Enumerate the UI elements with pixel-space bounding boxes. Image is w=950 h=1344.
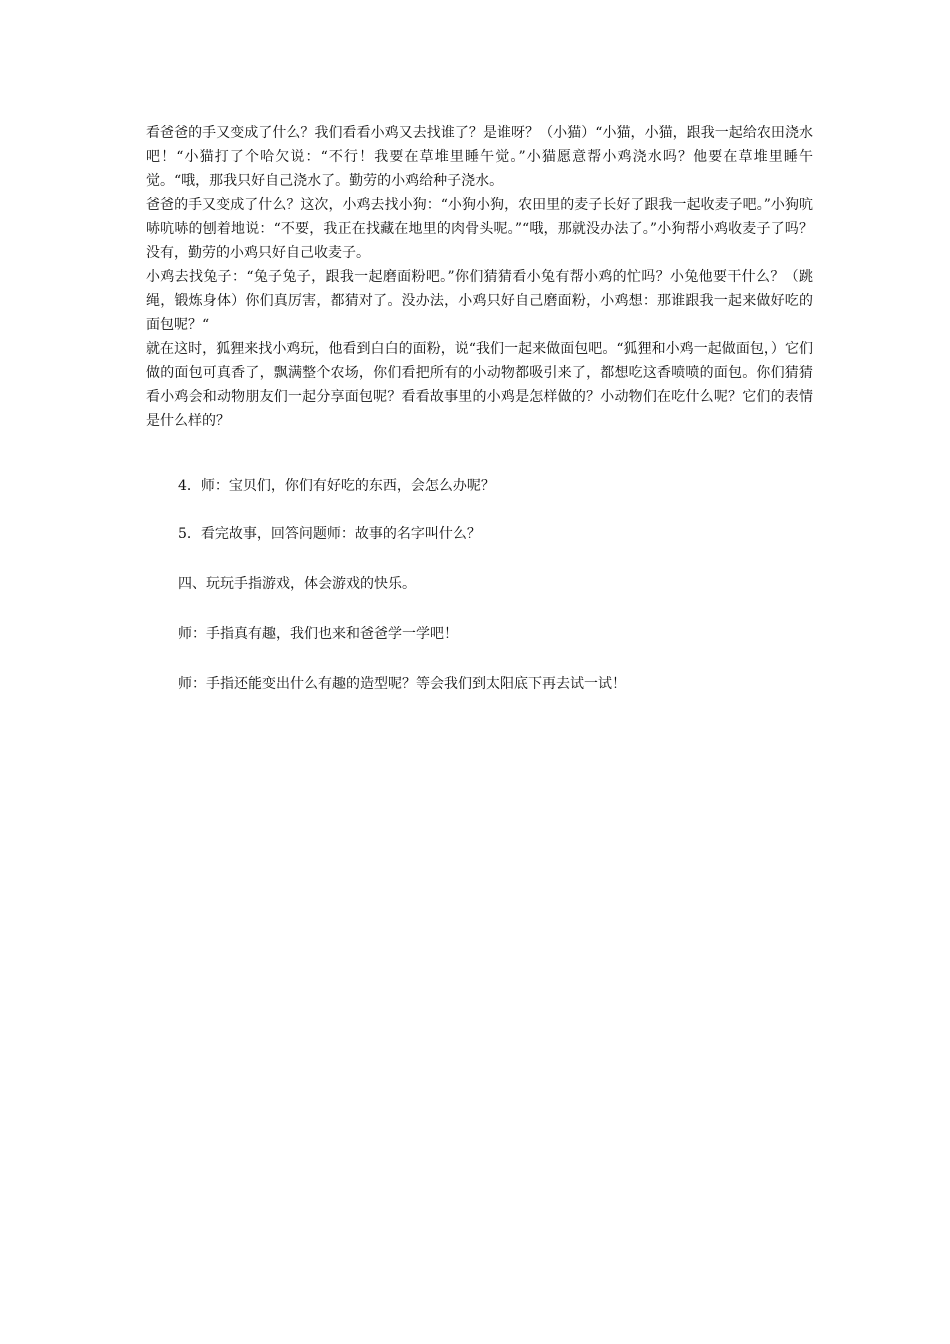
story-paragraph-1: 看爸爸的手又变成了什么？我们看看小鸡又去找谁了？是谁呀？（小猫）“小猫，小猫，跟我一起给农田浇水吧！“小猫打了个哈欠说：“不行！我要在草堆里睡午觉。”小猫愿意帮小鸡浇水吗？他要在草堆里睡午觉。“哦，那我只好自己浇水了。勤劳的小鸡给种子浇水。 (146, 125, 813, 189)
item-question-4: 4．师：宝贝们，你们有好吃的东西，会怎么办呢？ (178, 478, 495, 494)
story-paragraph-4: 就在这时，狐狸来找小鸡玩，他看到白白的面粉，说“我们一起来做面包吧。“狐狸和小鸡一起做面包，）它们做的面包可真香了，飘满整个农场，你们看把所有的小动物都吸引来了，都想吃这香喷喷的面包。你们猜猜看小鸡会和动物朋友们一起分享面包呢？看看故事里的小鸡是怎样做的？小动物们在吃什么呢？它们的表情是什么样的？ (146, 341, 813, 429)
story-text-block (146, 121, 813, 433)
teacher-line-2: 师：手指还能变出什么有趣的造型呢？等会我们到太阳底下再去试一试！ (178, 676, 626, 692)
item-question-5: 5．看完故事，回答问题师：故事的名字叫什么？ (178, 526, 481, 542)
teacher-line-1: 师：手指真有趣，我们也来和爸爸学一学吧！ (178, 626, 458, 642)
story-paragraph-3: 小鸡去找兔子：“兔子兔子，跟我一起磨面粉吧。”你们猜猜看小兔有帮小鸡的忙吗？小兔他要干什么？（跳绳，锻炼身体）你们真厉害，都猜对了。没办法，小鸡只好自己磨面粉，小鸡想：那谁跟我一起来做好吃的面包呢？“ (146, 269, 813, 333)
section-heading-finger-game: 四、玩玩手指游戏，体会游戏的快乐。 (178, 576, 416, 592)
story-paragraph-2: 爸爸的手又变成了什么？这次，小鸡去找小狗：“小狗小狗，农田里的麦子长好了跟我一起收麦子吧。”小狗吭哧吭哧的刨着地说：“不要，我正在找藏在地里的肉骨头呢。”“哦，那就没办法了。”小狗帮小鸡收麦子了吗？没有，勤劳的小鸡只好自己收麦子。 (146, 197, 813, 261)
